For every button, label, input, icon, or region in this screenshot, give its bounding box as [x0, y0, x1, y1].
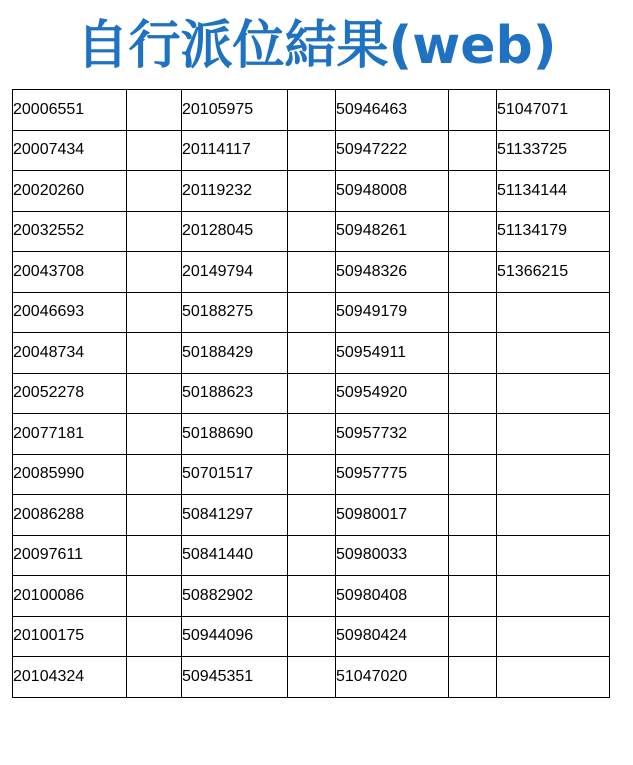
id-cell: 50188690 [182, 414, 288, 455]
blank-cell [288, 576, 336, 617]
table-row [13, 495, 610, 536]
blank-cell [449, 454, 497, 495]
id-cell: 50882902 [182, 576, 288, 617]
blank-cell [449, 616, 497, 657]
blank-cell [127, 454, 182, 495]
id-cell: 51134179 [497, 211, 610, 252]
id-cell [497, 616, 610, 657]
id-cell: 50188275 [182, 292, 288, 333]
id-cell [497, 292, 610, 333]
blank-cell [127, 171, 182, 212]
id-cell [497, 535, 610, 576]
blank-cell [288, 130, 336, 171]
id-cell: 50948008 [336, 171, 449, 212]
id-cell: 50946463 [336, 90, 449, 131]
blank-cell [288, 333, 336, 374]
id-cell: 20097611 [13, 535, 127, 576]
table-row [13, 90, 610, 131]
id-cell: 50841297 [182, 495, 288, 536]
blank-cell [288, 454, 336, 495]
id-cell: 20048734 [13, 333, 127, 374]
blank-cell [288, 90, 336, 131]
blank-cell [127, 495, 182, 536]
id-cell [497, 414, 610, 455]
id-cell: 20077181 [13, 414, 127, 455]
results-table [12, 89, 610, 698]
blank-cell [127, 252, 182, 293]
blank-cell [449, 292, 497, 333]
id-cell: 20085990 [13, 454, 127, 495]
table-row [13, 535, 610, 576]
id-cell: 50957775 [336, 454, 449, 495]
blank-cell [449, 373, 497, 414]
blank-cell [449, 252, 497, 293]
results-table-body [13, 90, 610, 698]
id-cell: 50701517 [182, 454, 288, 495]
id-cell: 20128045 [182, 211, 288, 252]
id-cell [497, 576, 610, 617]
id-cell: 50980408 [336, 576, 449, 617]
blank-cell [449, 535, 497, 576]
blank-cell [127, 414, 182, 455]
blank-cell [127, 292, 182, 333]
blank-cell [449, 495, 497, 536]
page-title: 自行派位結果(web) [76, 16, 557, 76]
id-cell: 20020260 [13, 171, 127, 212]
id-cell: 51134144 [497, 171, 610, 212]
id-cell: 20100086 [13, 576, 127, 617]
blank-cell [449, 414, 497, 455]
table-row [13, 333, 610, 374]
blank-cell [449, 130, 497, 171]
id-cell: 50954911 [336, 333, 449, 374]
id-cell: 20104324 [13, 657, 127, 698]
id-cell: 50188623 [182, 373, 288, 414]
blank-cell [127, 373, 182, 414]
table-row [13, 211, 610, 252]
id-cell: 20105975 [182, 90, 288, 131]
id-cell: 50980017 [336, 495, 449, 536]
id-cell [497, 657, 610, 698]
table-row [13, 616, 610, 657]
blank-cell [449, 211, 497, 252]
id-cell: 50980033 [336, 535, 449, 576]
id-cell: 20086288 [13, 495, 127, 536]
blank-cell [127, 211, 182, 252]
id-cell: 20052278 [13, 373, 127, 414]
blank-cell [288, 414, 336, 455]
blank-cell [288, 211, 336, 252]
table-row [13, 454, 610, 495]
id-cell [497, 373, 610, 414]
blank-cell [288, 171, 336, 212]
id-cell: 51366215 [497, 252, 610, 293]
blank-cell [127, 90, 182, 131]
blank-cell [449, 657, 497, 698]
id-cell [497, 454, 610, 495]
id-cell: 51133725 [497, 130, 610, 171]
table-row [13, 171, 610, 212]
id-cell: 20119232 [182, 171, 288, 212]
id-cell: 20032552 [13, 211, 127, 252]
id-cell: 50949179 [336, 292, 449, 333]
table-row [13, 252, 610, 293]
id-cell: 51047071 [497, 90, 610, 131]
id-cell [497, 333, 610, 374]
blank-cell [288, 495, 336, 536]
blank-cell [449, 333, 497, 374]
id-cell: 50954920 [336, 373, 449, 414]
id-cell: 20043708 [13, 252, 127, 293]
id-cell: 20149794 [182, 252, 288, 293]
id-cell: 50945351 [182, 657, 288, 698]
blank-cell [288, 535, 336, 576]
id-cell: 20046693 [13, 292, 127, 333]
blank-cell [288, 252, 336, 293]
blank-cell [127, 616, 182, 657]
id-cell: 50948261 [336, 211, 449, 252]
blank-cell [288, 292, 336, 333]
id-cell: 50957732 [336, 414, 449, 455]
blank-cell [449, 576, 497, 617]
blank-cell [127, 130, 182, 171]
id-cell: 50944096 [182, 616, 288, 657]
blank-cell [449, 171, 497, 212]
table-row [13, 414, 610, 455]
id-cell [497, 495, 610, 536]
table-row [13, 292, 610, 333]
id-cell: 50947222 [336, 130, 449, 171]
blank-cell [288, 616, 336, 657]
blank-cell [288, 657, 336, 698]
id-cell: 20114117 [182, 130, 288, 171]
id-cell: 50948326 [336, 252, 449, 293]
blank-cell [127, 333, 182, 374]
table-row [13, 373, 610, 414]
table-row [13, 576, 610, 617]
blank-cell [288, 373, 336, 414]
id-cell: 50980424 [336, 616, 449, 657]
id-cell: 50841440 [182, 535, 288, 576]
id-cell: 51047020 [336, 657, 449, 698]
blank-cell [127, 576, 182, 617]
table-row [13, 657, 610, 698]
id-cell: 20100175 [13, 616, 127, 657]
blank-cell [127, 657, 182, 698]
id-cell: 50188429 [182, 333, 288, 374]
id-cell: 20006551 [13, 90, 127, 131]
table-row [13, 130, 610, 171]
blank-cell [127, 535, 182, 576]
blank-cell [449, 90, 497, 131]
id-cell: 20007434 [13, 130, 127, 171]
